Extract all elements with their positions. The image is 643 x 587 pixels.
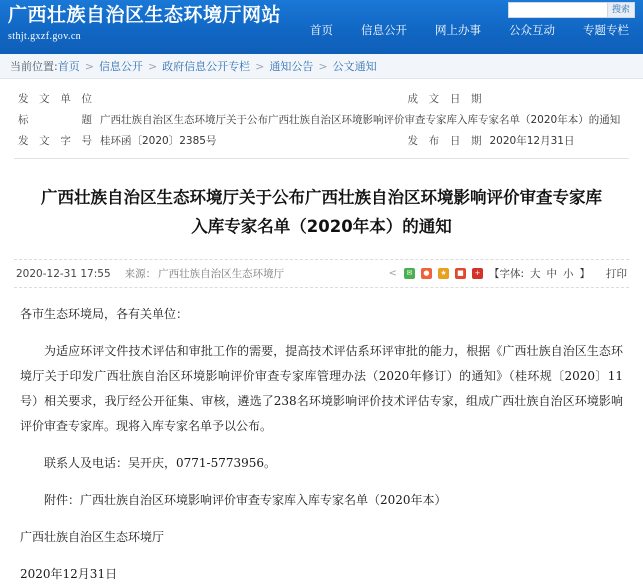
- qzone-icon[interactable]: ■: [455, 268, 466, 279]
- meta-key-written-date: 成文日期: [407, 93, 482, 105]
- article-tools: [389, 266, 627, 281]
- fontsize-label: 【字体:: [488, 268, 524, 280]
- nav-item-online-service[interactable]: 网上办事: [435, 23, 481, 37]
- publish-datetime: 2020-12-31 17:55: [16, 267, 111, 280]
- more-icon[interactable]: +: [472, 268, 483, 279]
- meta-value-written-date: [486, 89, 630, 110]
- site-header: [0, 0, 643, 54]
- meta-value-title: 广西壮族自治区生态环境厅关于公布广西壮族自治区环境影响评价审查专家库入库专家名单（2020年本）的通知: [100, 114, 621, 126]
- nav-item-info-disclosure[interactable]: 信息公开: [361, 23, 407, 37]
- fontsize-option-medium[interactable]: 中: [546, 268, 557, 280]
- breadcrumb-separator: >: [84, 59, 94, 73]
- meta-value-issuing-unit: [96, 89, 404, 110]
- breadcrumb-item-gov-info-column[interactable]: 政府信息公开专栏: [162, 60, 251, 73]
- search-box[interactable]: [508, 2, 635, 18]
- document-meta-table: [14, 89, 629, 152]
- article-body: [14, 302, 629, 587]
- meta-key-publish-date: 发布日期: [407, 135, 482, 147]
- print-button[interactable]: 打印: [606, 268, 627, 280]
- page-title: 广西壮族自治区生态环境厅关于公布广西壮族自治区环境影响评价审查专家库入库专家名单（2020年本）的通知: [41, 188, 602, 236]
- table-row: [14, 110, 629, 131]
- wechat-icon[interactable]: ✉: [404, 268, 415, 279]
- source-value: 广西壮族自治区生态环境厅: [158, 268, 285, 280]
- weibo-icon[interactable]: ★: [438, 268, 449, 279]
- fontsize-close-bracket: 】: [579, 268, 590, 280]
- breadcrumb-label: 当前位置:: [10, 60, 58, 73]
- main-nav: [296, 22, 643, 38]
- site-domain: sthjt.gxzf.gov.cn: [8, 31, 82, 42]
- signature-org: 广西壮族自治区生态环境厅: [20, 530, 165, 544]
- breadcrumb-item-home[interactable]: 首页: [57, 60, 80, 73]
- meta-key-issuing-unit: 发文单位: [18, 93, 92, 105]
- breadcrumb-separator: >: [318, 59, 328, 73]
- site-title: 广西壮族自治区生态环境厅网站: [8, 4, 282, 26]
- article-container: [0, 89, 643, 587]
- paragraph-attachment: 附件：广西壮族自治区环境影响评价审查专家库入库专家名单（2020年本）: [44, 493, 447, 507]
- source-label: 来源：: [124, 268, 157, 280]
- table-row: [14, 89, 629, 110]
- paragraph-contact: 联系人及电话：吴开庆，0771-5773956。: [44, 456, 277, 470]
- breadcrumb-item-announcements[interactable]: 通知公告: [269, 60, 314, 73]
- meta-key-title: 标题: [18, 114, 92, 126]
- fontsize-option-small[interactable]: 小: [563, 268, 574, 280]
- paragraph-main: 为适应环评文件技术评估和审批工作的需要，提高技术评估系环评审批的能力，根据《广西壮族自治区生态环境厅关于印发广西壮族自治区环境影响评价审查专家库管理办法（2020年修订）的通知》（桂环规〔2020〕11号）相关要求，我厅经公开征集、审核，遴选了238名环境影响评价技术评估专家，组成广西壮族自治区环境影响评价审查专家库。现将入库专家名单予以公布。: [20, 344, 623, 433]
- meta-value-publish-date: 2020年12月31日: [489, 135, 575, 147]
- breadcrumb-item-official-notice[interactable]: 公文通知: [332, 60, 377, 73]
- meta-value-doc-number: 桂环函〔2020〕2385号: [100, 135, 217, 147]
- fontsize-option-large[interactable]: 大: [530, 268, 541, 280]
- breadcrumb-separator: >: [147, 59, 158, 73]
- meta-key-doc-number: 发文字号: [18, 135, 92, 147]
- search-button[interactable]: 搜索: [608, 2, 635, 18]
- meta-divider: [14, 158, 629, 159]
- table-row: [14, 131, 629, 152]
- site-brand: [8, 3, 281, 44]
- paragraph-salutation: 各市生态环境局，各有关单位：: [20, 307, 189, 321]
- breadcrumb-separator: >: [255, 59, 265, 73]
- article-info-bar: [14, 259, 629, 288]
- share-icon[interactable]: <: [388, 268, 397, 279]
- nav-item-public-interaction[interactable]: 公众互动: [509, 23, 555, 37]
- nav-item-special-topics[interactable]: 专题专栏: [583, 23, 629, 37]
- signature-date: 2020年12月31日: [20, 567, 118, 581]
- qq-icon[interactable]: ●: [421, 268, 432, 279]
- breadcrumb-item-info-disclosure[interactable]: 信息公开: [98, 60, 143, 73]
- breadcrumb: [0, 54, 643, 79]
- nav-item-home[interactable]: 首页: [310, 23, 333, 37]
- search-input[interactable]: [508, 2, 608, 18]
